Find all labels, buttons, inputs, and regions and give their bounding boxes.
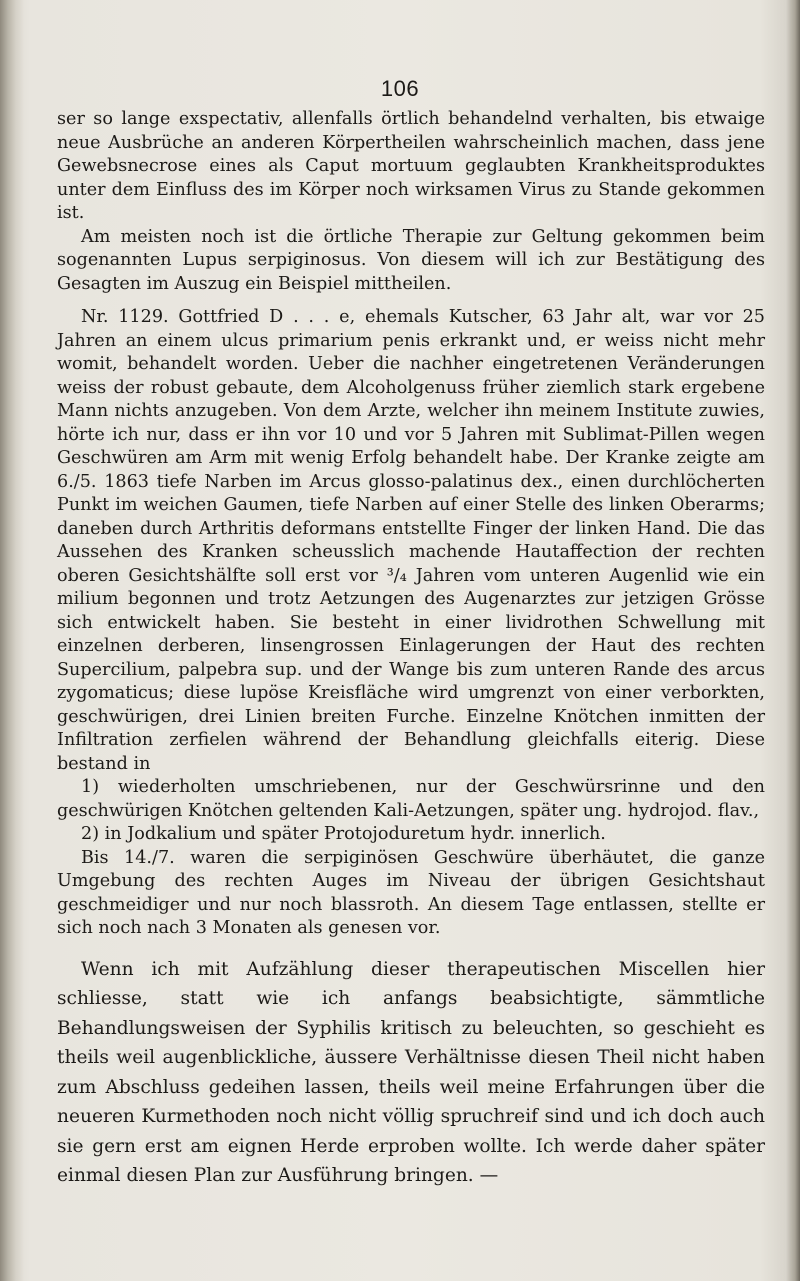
paragraph-gap xyxy=(57,296,765,306)
section-gap xyxy=(57,941,765,955)
paragraph-case-report: Nr. 1129. Gottfried D . . . e, ehemals Kutscher, 63 Jahr alt, war vor 25 Jahren an einem ulcus primarium penis erkrankt und, er weiss nicht mehr womit, behandelt worden. Ueber die nachher eingetretenen Veränderungen weiss der robust gebaute, dem Alcoholgenuss früher ziemlich stark ergebene Mann nichts anzugeben. Von dem Arzte, welcher ihn meinem Institute zuwies, hörte ich nur, dass er ihn vor 10 und vor 5 Jahren mit Sublimat-Pillen wegen Geschwüren am Arm mit wenig Erfolg behandelt habe. Der Kranke zeigte am 6./5. 1863 tiefe Narben im Arcus glosso-palatinus dex., einen durchlöcherten Punkt im weichen Gaumen, tiefe Narben auf einer Stelle des linken Oberarms; daneben durch Arthritis deformans entstellte Finger der linken Hand. Die das Aussehen des Kranken scheusslich machende Hautaffection der rechten oberen Gesichtshälfte soll erst vor ³/₄ Jahren vom unteren Augenlid wie ein milium begonnen und trotz Aetzungen des Augenarztes zur jetzigen Grösse sich entwickelt haben. Sie besteht in einer lividrothen Schwellung mit einzelnen derberen, linsengrossen Einlagerungen der Haut des rechten Supercilium, palpebra sup. und der Wange bis zum unteren Rande des arcus zygomaticus; diese lupöse Kreisfläche wird umgrenzt von einer verborkten, geschwürigen, drei Linien breiten Furche. Einzelne Knötchen inmitten der Infiltration zerfielen während der Behandlung gleichfalls eiterig. Diese bestand in xyxy=(57,307,765,774)
paragraph-closing: Wenn ich mit Aufzählung dieser therapeutischen Miscellen hier schliesse, statt wie ich anfangs beabsichtigte, sämmtliche Behandlungsweisen der Syphilis kritisch zu beleuchten, so geschieht es theils weil augenblickliche, äussere Verhältnisse diesen Theil nicht haben zum Abschluss gedeihen lassen, theils weil meine Erfahrungen über die neueren Kurmethoden noch nicht völlig spruchreif sind und ich doch auch sie gern erst am eignen Herde erproben wollte. Ich werde daher später einmal diesen Plan zur Ausführung bringen. — xyxy=(57,958,765,1186)
page-binding-shadow xyxy=(0,0,24,1281)
page-edge-shadow xyxy=(786,0,800,1281)
body-text xyxy=(57,108,765,1191)
paragraph-outcome: Bis 14./7. waren die serpiginösen Geschwüre überhäutet, die ganze Umgebung des rechten Auges im Niveau der übrigen Gesichtshaut geschmeidiger und nur noch blassroth. An diesem Tage entlassen, stellte er sich noch nach 3 Monaten als genesen vor. xyxy=(57,847,765,938)
paragraph-lupus-intro: Am meisten noch ist die örtliche Therapie zur Geltung gekommen beim sogenannten Lupus serpiginosus. Von diesem will ich zur Bestätigung des Gesagten im Auszug ein Beispiel mittheilen. xyxy=(57,226,765,294)
paragraph-continuation: ser so lange exspectativ, allenfalls örtlich behandelnd verhalten, bis etwaige neue Ausbrüche an anderen Körpertheilen wahrscheinlich machen, dass jene Gewebsnecrose eines als Caput mortuum geglaubten Krankheitsproduktes unter dem Einfluss des im Körper noch wirksamen Virus zu Stande gekommen ist. xyxy=(57,109,765,223)
list-item-treatment-2: 2) in Jodkalium und später Protojoduretum hydr. innerlich. xyxy=(81,824,606,844)
page-number: 106 xyxy=(380,76,420,101)
list-item-treatment-1: 1) wiederholten umschriebenen, nur der Geschwürsrinne und den geschwürigen Knötchen geltenden Kali-Aetzungen, später ung. hydrojod. flav., xyxy=(57,777,765,821)
